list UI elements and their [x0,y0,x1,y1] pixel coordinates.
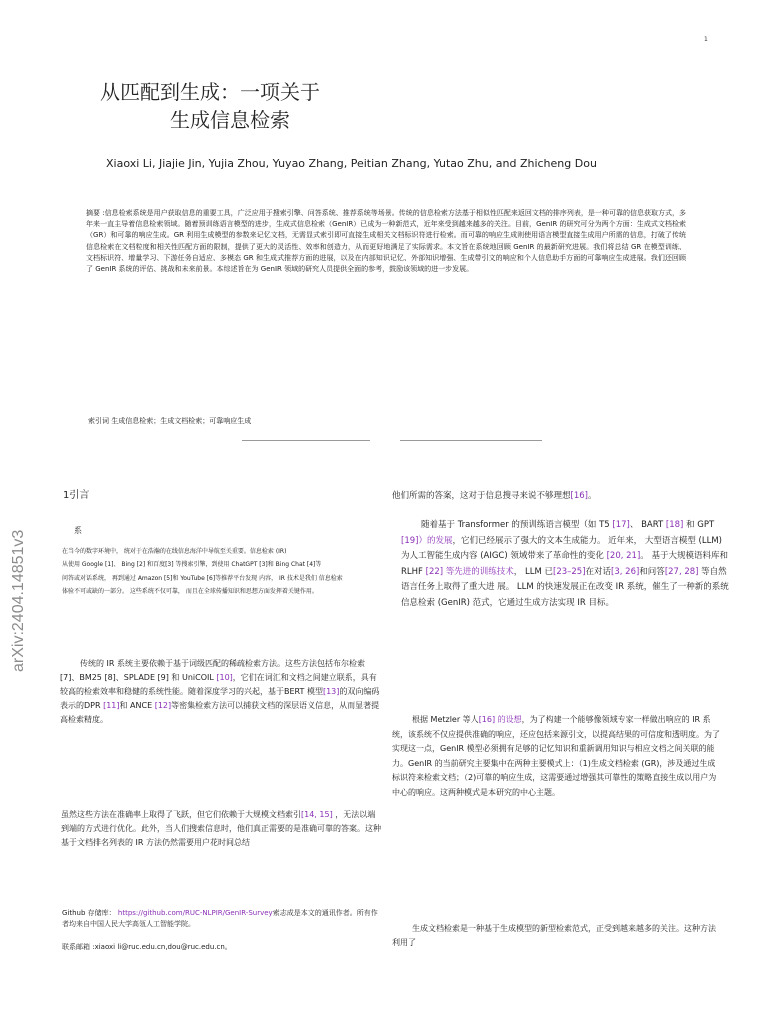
section-heading-introduction: 1引言 [63,490,90,501]
divider-right [400,440,542,441]
citation-link[interactable]: [18] [665,520,684,530]
citation-link[interactable]: [16] [570,491,588,501]
citation-link[interactable]: [22] 等先进的训练技术 [425,566,514,577]
intro-line-2: 从使用 Google [1]、 Bing [2] 和百度[3] 等搜索引擎，到使用 ChatGPT [3]和 Bing Chat [4]等 [62,561,322,569]
citation-link[interactable]: [3, 26] [611,566,640,577]
footnote-repository: Github 存储库： https://github.com/RUC-NLPIR/GenIR-Survey索志成是本文的通讯作者。所有作者均来自中国人民大学高瓴人工智能学院。 [62,909,378,928]
title-line-2: 生成信息检索 [170,108,290,132]
contact-email: 联系邮箱 :xiaoxi li@ruc.edu.cn,dou@ruc.edu.cn。 [62,943,232,951]
title-line-1: 从匹配到生成：一项关于 [100,80,320,104]
divider-left [242,440,370,441]
page-number: 1 [704,36,708,43]
citation-link[interactable]: [20, 21] [606,551,641,562]
abstract: 摘要 :信息检索系统是用户获取信息的重要工具，广泛应用于搜索引擎、问答系统、推荐系统等场景。传统的信息检索方法基于相似性匹配来返回文档的排序列表，是一种可靠的信息获取方式，多年来一直主导着信息检索领域。随着预训练语言模型的进步，生成式信息检索（GenIR）已成为一种新范式，近年来受到越来越多的关注。目前，GenIR 的研究可分为两个方面：生成式文档检索（GR）和可靠的响应生成。GR 利用生成模型的参数来记忆文档，无需显式索引即可直接生成相关文档标识符进行检索。而可靠的响应生成则使用语言模型直接生成用户所需的信息，打破了传统信息检索在文档粒度和相关性匹配方面的限制，提供了更大的灵活性、效率和创造力，从而更好地满足了实际需求。本文旨在系统地回顾 GenIR 的最新研究进展。我们将总结 GR 在模型训练、文档标识符、增量学习、下游任务自适应、多模态 GR 和生成式推荐方面的进展，以及在内部知识记忆、外部知识增强、生成带引文的响应和个人信息助手方面的可靠响应生成进展。我们还回顾了 GenIR 系统的评估、挑战和未来前景。本综述旨在为 GenIR 领域的研究人员提供全面的参考，鼓励该领域的进一步发展。 [86,209,686,274]
citation-link[interactable]: [27, 28] [664,566,699,577]
intro-line-1: 在当今的数字环境中， 统对于在浩瀚的在线信息海洋中导航至关重要。信息检索 (IR) [62,548,287,555]
intro-line-4: 体验不可或缺的一部分。 这些系统不仅可靠， 而且在全球传播知识和思想方面发挥着关键作用。 [62,588,318,596]
citation-link[interactable]: [11] [103,701,120,710]
right-paragraph-4: 生成文档检索是一种基于生成模型的新型检索范式，正受到越来越多的关注。这种方法利用了 [392,924,716,947]
citation-link[interactable]: [17] [612,520,630,530]
citation-link[interactable]: [14, 15] [301,810,333,819]
intro-paragraph-3: 虽然这些方法在准确率上取得了飞跃，但它们依赖于大规模文档索引[14, 15] ，无法以端到端的方式进行优化。此外，当人们搜索信息时，他们真正需要的是准确可靠的答案。这种基于文档排名列表的 IR 方法仍然需要用户花时间总结 [61,810,381,847]
citation-link[interactable]: [12] [154,701,172,710]
intro-paragraph-1 [62,545,402,599]
author-list: Xiaoxi Li, Jiajie Jin, Yujia Zhou, Yuyao Zhang, Peitian Zhang, Yutao Zhu, and Zhicheng Dou [106,157,597,170]
citation-link[interactable]: [19]）的发展 [401,535,453,546]
arxiv-watermark: arXiv:2404.14851v3 [10,529,27,672]
paper-title [100,78,360,134]
intro-paragraph-2: 传统的 IR 系统主要依赖于基于词级匹配的稀疏检索方法。这些方法包括布尔检索[7]、BM25 [8]、SPLADE [9] 和 UniCOIL [10]，它们在词汇和文档之间建立联系，具有较高的检索效率和稳健的系统性能。随着深度学习的兴起，基于BERT 模型[13]的双向编码表示的DPR [11]和 ANCE [12]等密集检索方法可以捕获文档的深层语义信息，从而显著提高检索精度。 [60,659,380,724]
index-terms: 索引词 生成信息检索；生成文档检索；可靠响应生成 [88,417,252,425]
right-paragraph-1: 他们所需的答案，这对于信息搜寻来说不够理想[16]。 [392,491,597,501]
citation-link[interactable]: [23–25] [553,566,586,577]
citation-link[interactable]: [13] [322,687,340,696]
github-link[interactable]: https://github.com/RUC-NLPIR/GenIR-Survey [117,909,273,917]
right-paragraph-2: 随着基于 Transformer 的预训练语言模型（如 T5 [17]、 BART [18] 和 GPT [19]）的发展，它们已经展示了强大的文本生成能力。 近年来， 大型语言模型 (LLM) 为人工智能生成内容 (AIGC) 领域带来了革命性的变化 [20, 21]。 基于大规模语料库和 RLHF [22] 等先进的训练技术， LLM 已[23–25]在对话[3, 26]和问答[27, 28] 等自然语言任务上取得了重大进 展。 LLM 的快速发展正在改变 IR 系统，催生了一种新的系统信息检索 (GenIR) 范式，它通过生成方法实现 IR 目标。 [401,520,729,608]
citation-link[interactable]: [10] [216,673,233,682]
citation-link[interactable]: [16] 的设想 [478,715,522,724]
right-paragraph-3: 根据 Metzler 等人[16] 的设想，为了构建一个能够像领域专家一样做出响应的 IR 系统，该系统不仅应提供准确的响应，还应包括来源引文，以提高结果的可信度和透明度。为了实现这一点，GenIR 模型必须拥有足够的记忆知识和重新调用知识与相应文档之间关联的能力。GenIR 的当前研究主要集中在两种主要模式上：（1)生成文档检索 (GR)，涉及通过生成标识符来检索文档；（2)可靠的响应生成，这需要通过增强其可靠性的策略直接生成以用户为中心的响应。这两种模式是本研究的中心主题。 [392,715,720,797]
intro-line-3: 问答或对话系统， 再到通过 Amazon [5]和 YouTube [6]等推荐平台发现 内容， IR 技术是我们 信息检索 [62,574,343,582]
dropcap-fragment: 系 [74,526,82,535]
